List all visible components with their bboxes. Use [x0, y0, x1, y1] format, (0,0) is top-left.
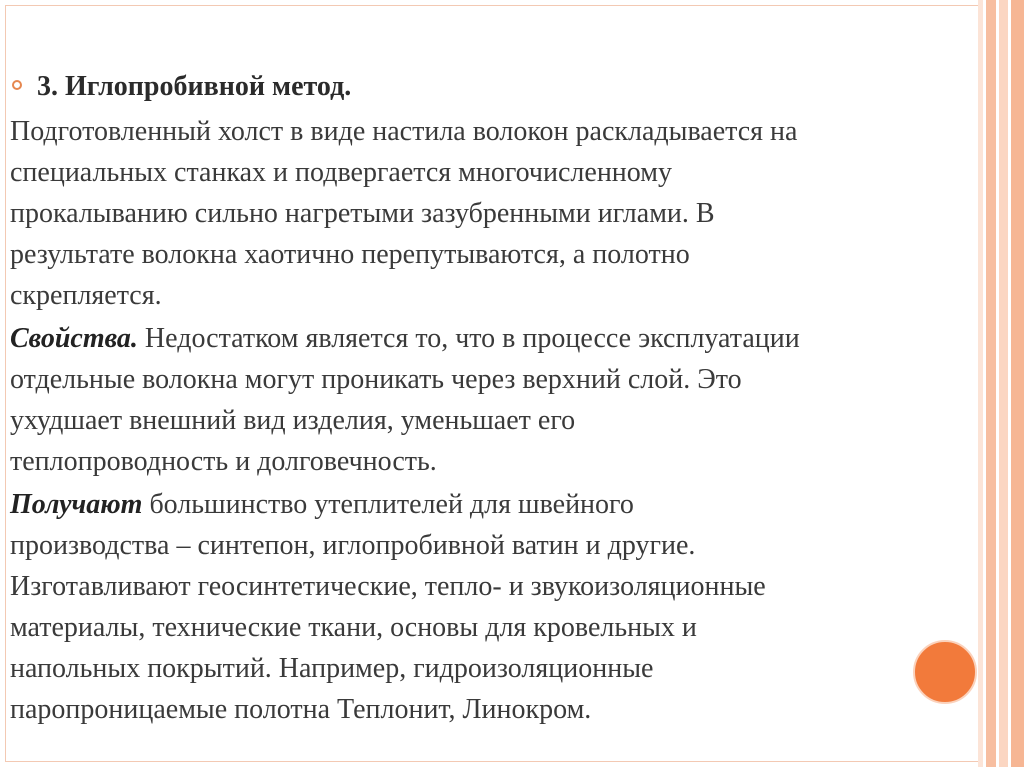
- slide-content: [10, 66, 975, 730]
- paragraph-lead: Получают: [10, 489, 143, 520]
- text-fragment: Недостатком является то, что в процессе эксплуатации: [137, 323, 800, 354]
- text-line: Подготовленный холст в виде настила волокон раскладывается на: [10, 116, 798, 147]
- text-line: материалы, технические ткани, основы для кровельных и: [10, 612, 697, 643]
- text-line: ухудшает внешний вид изделия, уменьшает его: [10, 405, 576, 436]
- paragraph-lead: Свойства.: [10, 323, 138, 354]
- paragraph-process: [10, 111, 975, 316]
- text-line: напольных покрытий. Например, гидроизоляционные: [10, 653, 654, 684]
- text-fragment: большинство утеплителей для швейного: [142, 489, 634, 520]
- text-line: отдельные волокна могут проникать через верхний слой. Это: [10, 364, 742, 395]
- stripe: [999, 0, 1008, 767]
- stripe: [1011, 0, 1024, 767]
- section-heading: 3. Иглопробивной метод.: [37, 71, 352, 102]
- heading-row: [10, 66, 975, 107]
- text-line: Изготавливают геосинтетические, тепло- и звукоизоляционные: [10, 571, 766, 602]
- text-line: паропроницаемые полотна Теплонит, Линокром.: [10, 694, 592, 725]
- stripe: [986, 0, 996, 767]
- text-line: [10, 484, 975, 525]
- text-line: скрепляется.: [10, 280, 162, 311]
- paragraph-properties: [10, 318, 975, 482]
- text-line: результате волокна хаотично перепутываются, а полотно: [10, 239, 690, 270]
- text-line: [10, 318, 975, 359]
- text-line: специальных станках и подвергается многочисленному: [10, 157, 672, 188]
- bullet-icon: [12, 80, 22, 90]
- paragraph-applications: [10, 484, 975, 730]
- text-line: прокалыванию сильно нагретыми зазубренными иглами. В: [10, 198, 715, 229]
- text-line: теплопроводность и долговечность.: [10, 446, 437, 477]
- right-decorative-stripes: [978, 0, 1024, 767]
- text-line: производства – синтепон, иглопробивной ватин и другие.: [10, 530, 696, 561]
